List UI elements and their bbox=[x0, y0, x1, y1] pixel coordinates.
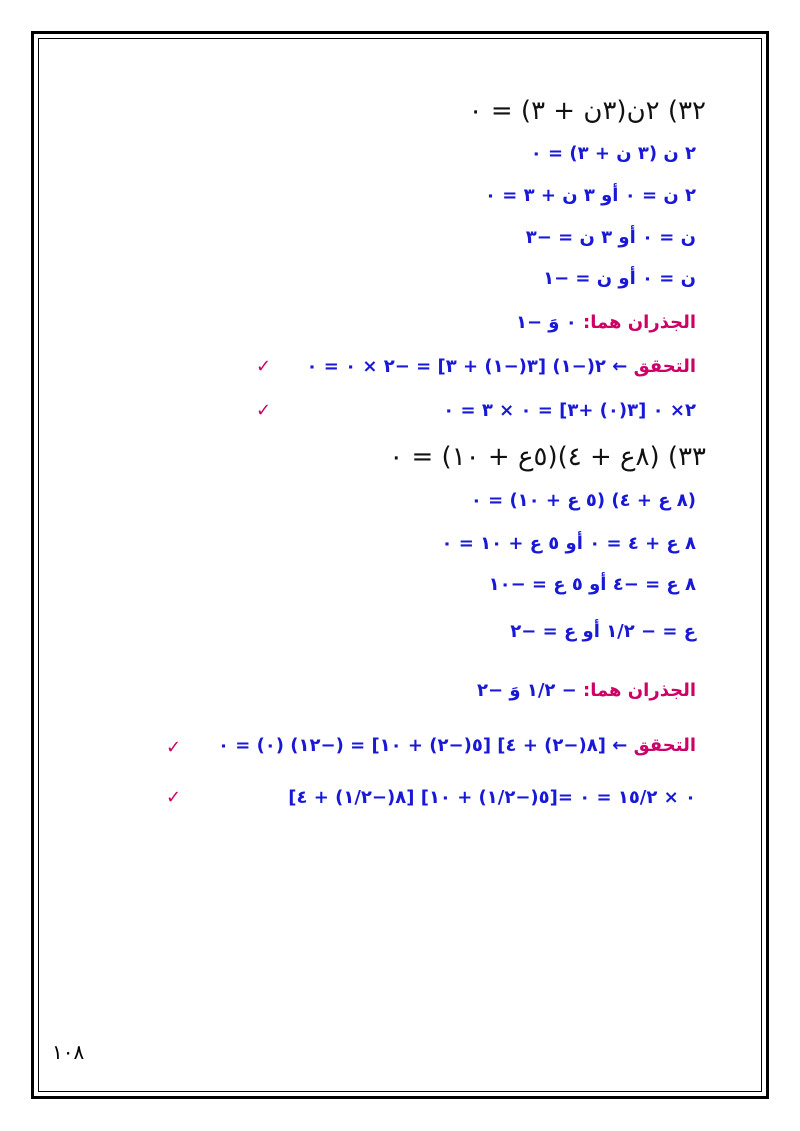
problem-32-roots bbox=[516, 312, 696, 333]
roots-label: الجذران هما: bbox=[583, 312, 696, 333]
problem-33-check-1 bbox=[218, 735, 696, 756]
check-expression: ← ٢(−١) [٣(−١) + ٣] = −٢ × ٠ = ٠ bbox=[306, 356, 628, 377]
problem-32-title: ٣٢) ٢ن(٣ن + ٣) = ٠ bbox=[468, 96, 706, 126]
problem-33-check-2: [٨(−١/٢) + ٤] [٥(−١/٢) + ١٠]= ٠ × ١٥/٢ = ٠ bbox=[288, 787, 696, 808]
check-mark-icon: ✓ bbox=[256, 356, 272, 377]
problem-32-check-2: ٢× ٠ [٣(٠) +٣] = ٠ × ٣ = ٠ bbox=[443, 400, 696, 421]
roots-value: ٠ وَ −١ bbox=[515, 312, 577, 333]
page-number: ١٠٨ bbox=[52, 1040, 85, 1064]
problem-33-step-3: ٨ ع = −٤ أو ٥ ع = −١٠ bbox=[488, 574, 696, 595]
problem-33-step-1: (٨ ع + ٤) (٥ ع + ١٠) = ٠ bbox=[470, 490, 696, 511]
problem-32-step-4: ن = ٠ أو ن = −١ bbox=[543, 268, 696, 289]
check-expression: ← [٨(−٢) + ٤] [٥(−٢) + ١٠] = (−١٢) (٠) = ٠ bbox=[217, 735, 628, 756]
problem-32-check-1 bbox=[307, 356, 696, 377]
problem-33-step-2: ٨ ع + ٤ = ٠ أو ٥ ع + ١٠ = ٠ bbox=[441, 533, 696, 554]
check-label: التحقق bbox=[633, 356, 696, 377]
problem-32-step-3: ن = ٠ أو ٣ ن = −٣ bbox=[525, 227, 696, 248]
problem-33-title: ٣٣) (٨ع + ٤)(٥ع + ١٠) = ٠ bbox=[389, 442, 706, 472]
problem-32-step-1: ٢ ن (٣ ن + ٣) = ٠ bbox=[530, 143, 696, 164]
problem-33-roots bbox=[477, 680, 696, 701]
problem-32-step-2: ٢ ن = ٠ أو ٣ ن + ٣ = ٠ bbox=[484, 185, 696, 206]
check-mark-icon: ✓ bbox=[166, 787, 182, 808]
roots-label: الجذران هما: bbox=[583, 680, 696, 701]
check-label: التحقق bbox=[633, 735, 696, 756]
check-mark-icon: ✓ bbox=[256, 400, 272, 421]
roots-value: − ١/٢ وَ −٢ bbox=[477, 680, 577, 701]
check-mark-icon: ✓ bbox=[166, 737, 182, 758]
problem-33-step-4: ع = − ١/٢ أو ع = −٢ bbox=[510, 621, 696, 642]
